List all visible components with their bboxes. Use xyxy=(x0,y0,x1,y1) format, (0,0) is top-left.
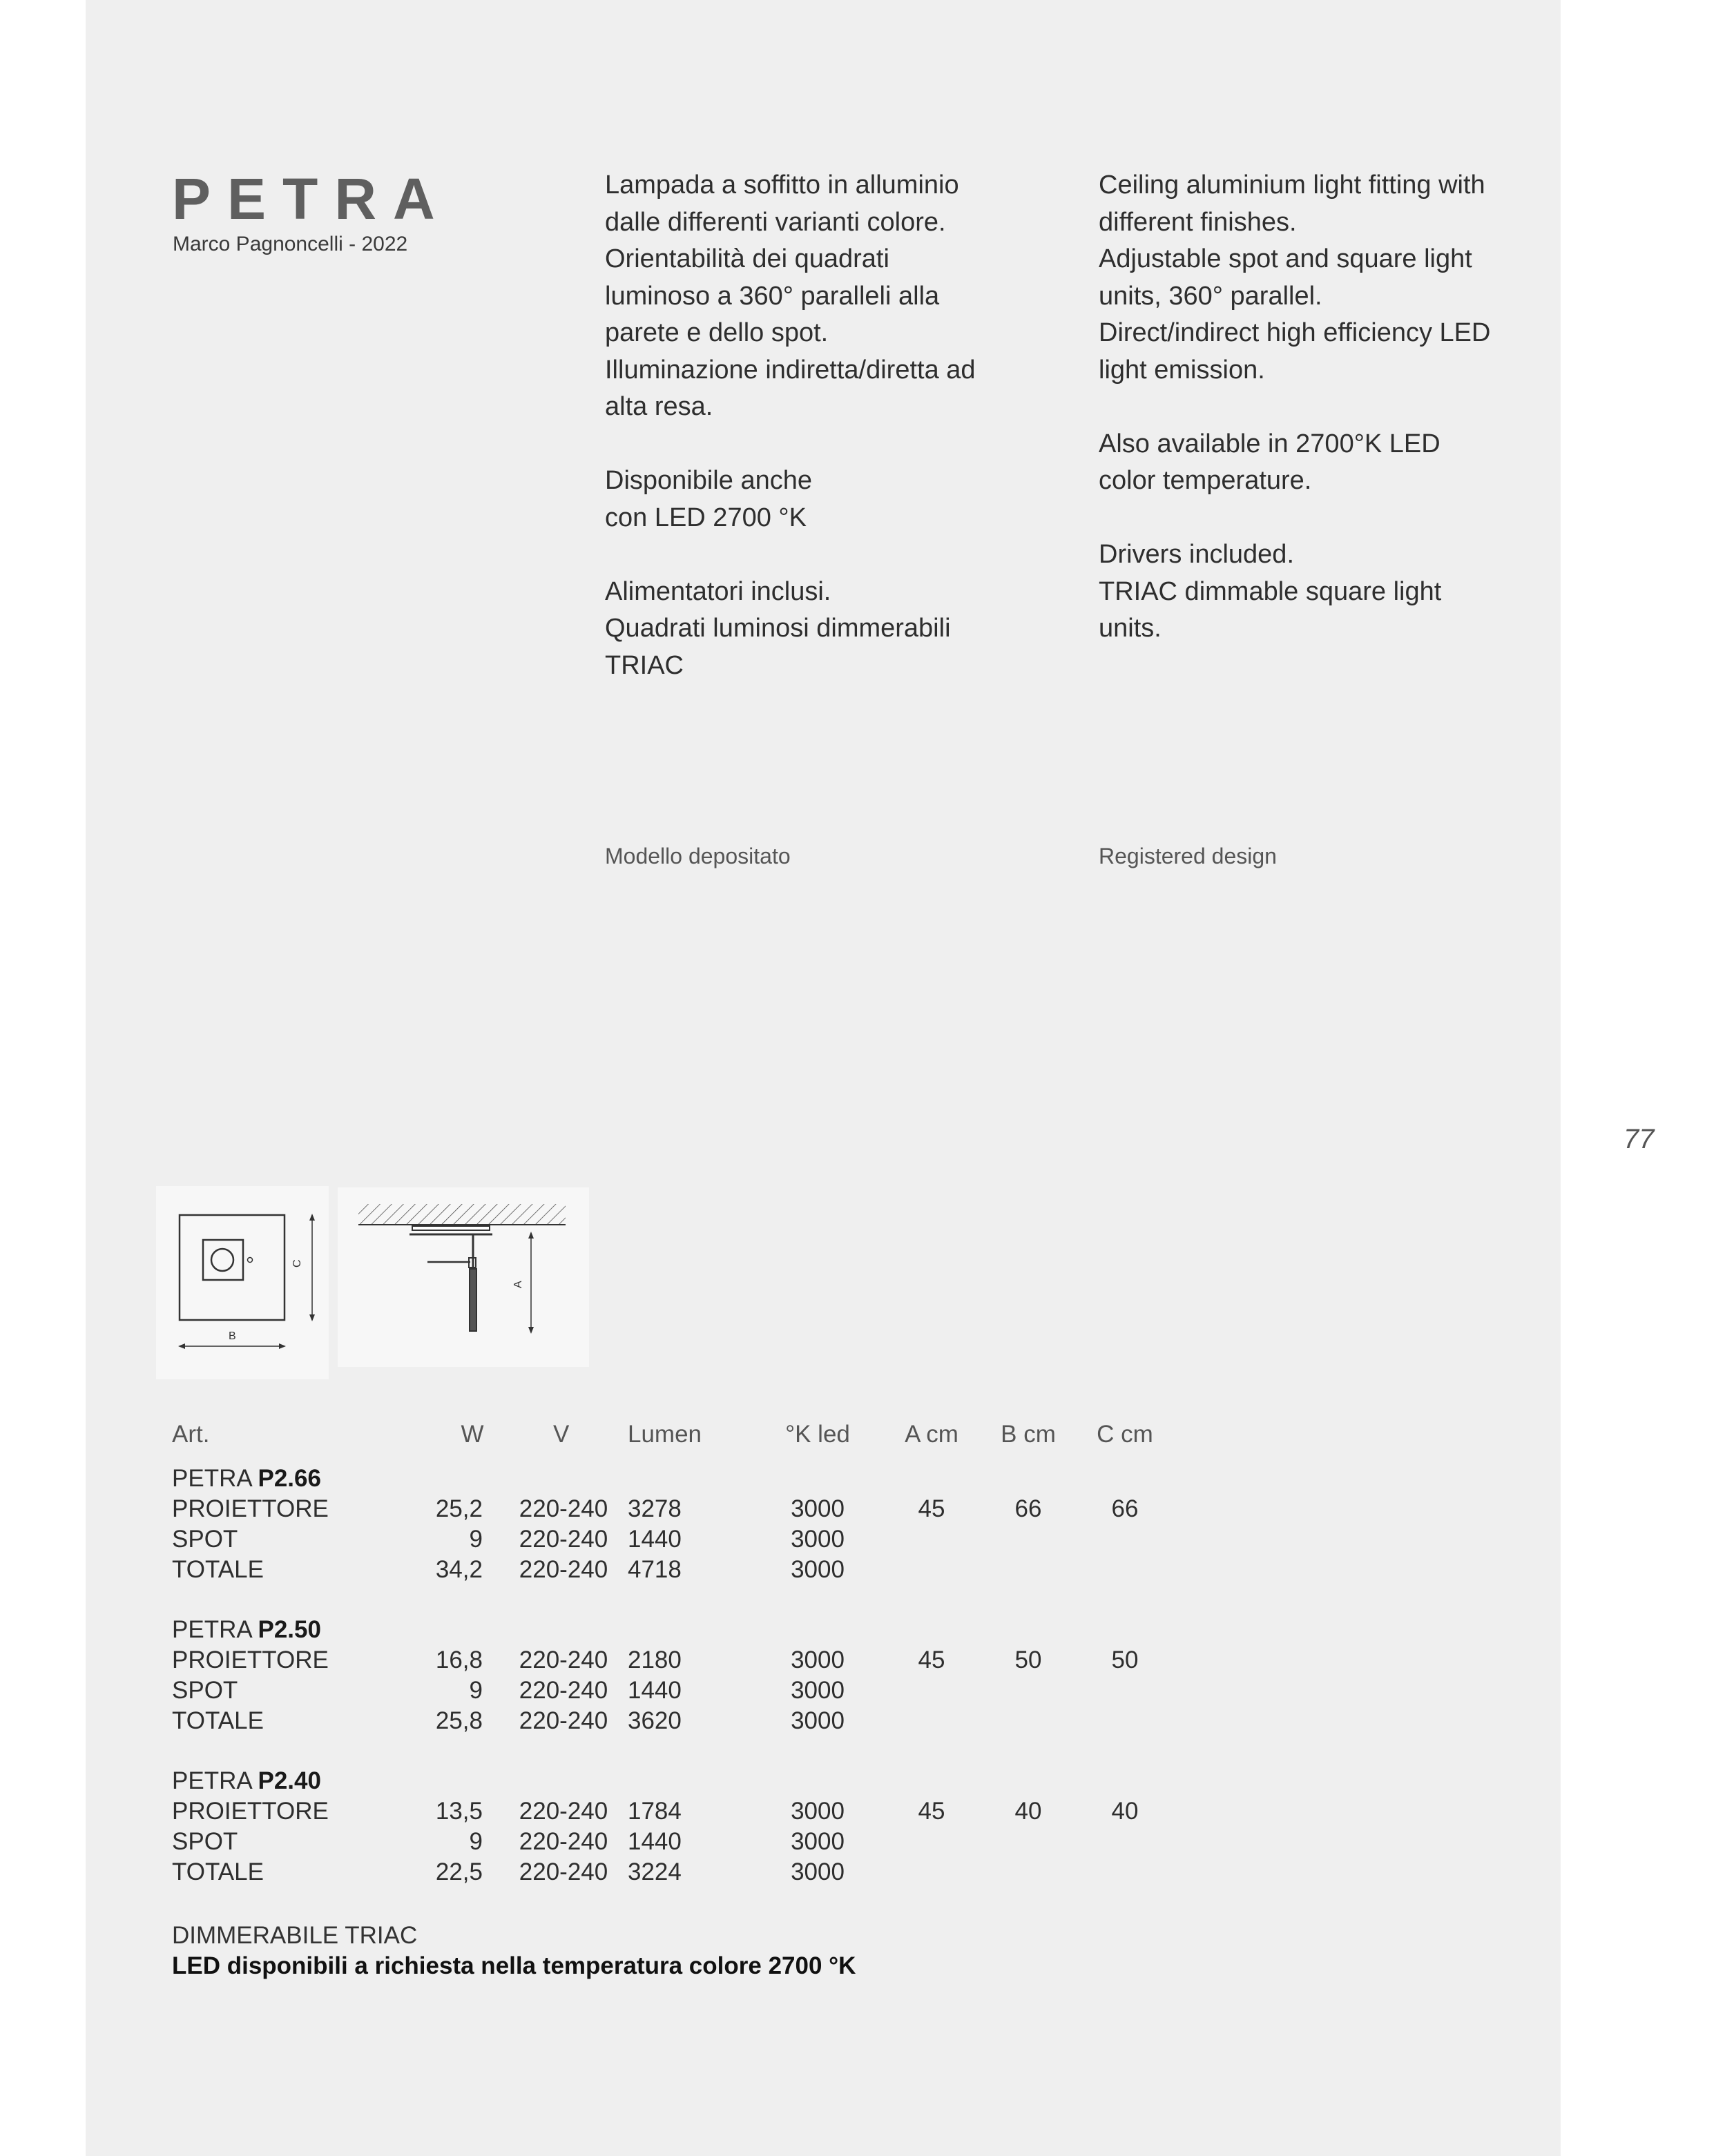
row-lumen: 1440 xyxy=(628,1677,682,1704)
row-v: 220-240 xyxy=(519,1495,608,1522)
group-prefix: PETRA xyxy=(172,1616,258,1643)
row-v: 220-240 xyxy=(519,1798,608,1825)
row-w: 34,2 xyxy=(435,1556,483,1583)
row-v: 220-240 xyxy=(519,1828,608,1855)
table-row xyxy=(172,1828,1208,1858)
group-title xyxy=(172,1616,321,1644)
row-v: 220-240 xyxy=(519,1677,608,1704)
group-code: P2.40 xyxy=(258,1767,321,1794)
table-row xyxy=(172,1526,1208,1556)
header-k: °K led xyxy=(785,1421,850,1448)
product-title: PETRA xyxy=(172,166,452,231)
dimension-b-label: B xyxy=(229,1330,236,1342)
header-b: B cm xyxy=(1001,1421,1056,1448)
row-b: 40 xyxy=(1014,1798,1042,1825)
row-w: 16,8 xyxy=(435,1647,483,1673)
led-availability-note: LED disponibili a richiesta nella temperatura colore 2700 °K xyxy=(172,1952,856,1979)
row-name: PROIETTORE xyxy=(172,1798,329,1825)
header-c: C cm xyxy=(1097,1421,1153,1448)
row-k: 3000 xyxy=(791,1707,845,1734)
row-w: 25,8 xyxy=(435,1707,483,1734)
table-row xyxy=(172,1798,1208,1828)
table-header-row xyxy=(172,1421,1208,1451)
row-v: 220-240 xyxy=(519,1556,608,1583)
row-w: 9 xyxy=(469,1677,483,1704)
row-k: 3000 xyxy=(791,1526,845,1553)
group-prefix: PETRA xyxy=(172,1465,258,1492)
row-lumen: 2180 xyxy=(628,1647,682,1673)
table-row xyxy=(172,1556,1208,1586)
top-view-svg xyxy=(156,1186,329,1379)
row-w: 9 xyxy=(469,1828,483,1855)
row-c: 50 xyxy=(1111,1647,1139,1673)
designer-credit: Marco Pagnoncelli - 2022 xyxy=(173,233,408,255)
row-lumen: 4718 xyxy=(628,1556,682,1583)
dimension-c-label: C xyxy=(291,1259,303,1268)
row-name: PROIETTORE xyxy=(172,1647,329,1673)
row-name: SPOT xyxy=(172,1526,238,1553)
row-name: PROIETTORE xyxy=(172,1495,329,1522)
header-v: V xyxy=(553,1421,570,1448)
table-row xyxy=(172,1647,1208,1677)
row-k: 3000 xyxy=(791,1647,845,1673)
header-a: A cm xyxy=(905,1421,958,1448)
row-w: 22,5 xyxy=(435,1858,483,1885)
row-w: 25,2 xyxy=(435,1495,483,1522)
row-name: SPOT xyxy=(172,1677,238,1704)
side-view-drawing xyxy=(338,1187,589,1367)
header-w: W xyxy=(461,1421,484,1448)
table-row xyxy=(172,1677,1208,1707)
row-v: 220-240 xyxy=(519,1858,608,1885)
table-row xyxy=(172,1495,1208,1526)
header-lumen: Lumen xyxy=(628,1421,702,1448)
description-english: Ceiling aluminium light fitting with different finishes. Adjustable spot and square light units, 360° parallel. Direct/indirect high efficiency LED light emission. Also available in 2700°K LED color temperature. Drivers included. TRIAC dimmable square light units. xyxy=(1099,171,1491,643)
row-k: 3000 xyxy=(791,1798,845,1825)
row-v: 220-240 xyxy=(519,1707,608,1734)
group-code: P2.50 xyxy=(258,1616,321,1643)
registered-design-note-en: Registered design xyxy=(1099,844,1277,868)
side-view-svg xyxy=(338,1187,589,1367)
row-lumen: 1440 xyxy=(628,1526,682,1553)
group-prefix: PETRA xyxy=(172,1767,258,1794)
row-a: 45 xyxy=(918,1798,945,1825)
registered-design-note-it: Modello depositato xyxy=(605,844,791,868)
row-b: 66 xyxy=(1014,1495,1042,1522)
row-name: SPOT xyxy=(172,1828,238,1855)
row-k: 3000 xyxy=(791,1677,845,1704)
group-title-row xyxy=(172,1767,1208,1798)
row-w: 13,5 xyxy=(435,1798,483,1825)
table-row xyxy=(172,1858,1208,1889)
group-title-row xyxy=(172,1465,1208,1495)
row-k: 3000 xyxy=(791,1495,845,1522)
group-code: P2.66 xyxy=(258,1465,321,1492)
table-row xyxy=(172,1707,1208,1738)
row-k: 3000 xyxy=(791,1858,845,1885)
row-a: 45 xyxy=(918,1647,945,1673)
page-number: 77 xyxy=(1623,1124,1655,1154)
row-k: 3000 xyxy=(791,1556,845,1583)
row-c: 40 xyxy=(1111,1798,1139,1825)
row-a: 45 xyxy=(918,1495,945,1522)
dimension-a-label: A xyxy=(512,1281,524,1288)
description-italian: Lampada a soffitto in alluminio dalle differenti varianti colore. Orientabilità dei quadrati luminoso a 360° paralleli alla parete e dello spot. Illuminazione indiretta/diretta ad alta resa. Disponibile anche con LED 2700 °K Alimentatori inclusi. Quadrati luminosi dimmerabili TRIAC xyxy=(605,171,976,680)
row-name: TOTALE xyxy=(172,1707,264,1734)
group-title xyxy=(172,1465,321,1493)
header-art: Art. xyxy=(172,1421,210,1448)
row-lumen: 1440 xyxy=(628,1828,682,1855)
group-title-row xyxy=(172,1616,1208,1647)
row-v: 220-240 xyxy=(519,1526,608,1553)
row-lumen: 3620 xyxy=(628,1707,682,1734)
row-name: TOTALE xyxy=(172,1858,264,1885)
row-k: 3000 xyxy=(791,1828,845,1855)
row-b: 50 xyxy=(1014,1647,1042,1673)
top-view-drawing xyxy=(156,1186,329,1379)
row-lumen: 1784 xyxy=(628,1798,682,1825)
dimmable-note: DIMMERABILE TRIAC xyxy=(172,1922,418,1949)
row-c: 66 xyxy=(1111,1495,1139,1522)
row-lumen: 3224 xyxy=(628,1858,682,1885)
row-lumen: 3278 xyxy=(628,1495,682,1522)
row-name: TOTALE xyxy=(172,1556,264,1583)
group-title xyxy=(172,1767,321,1795)
row-v: 220-240 xyxy=(519,1647,608,1673)
row-w: 9 xyxy=(469,1526,483,1553)
